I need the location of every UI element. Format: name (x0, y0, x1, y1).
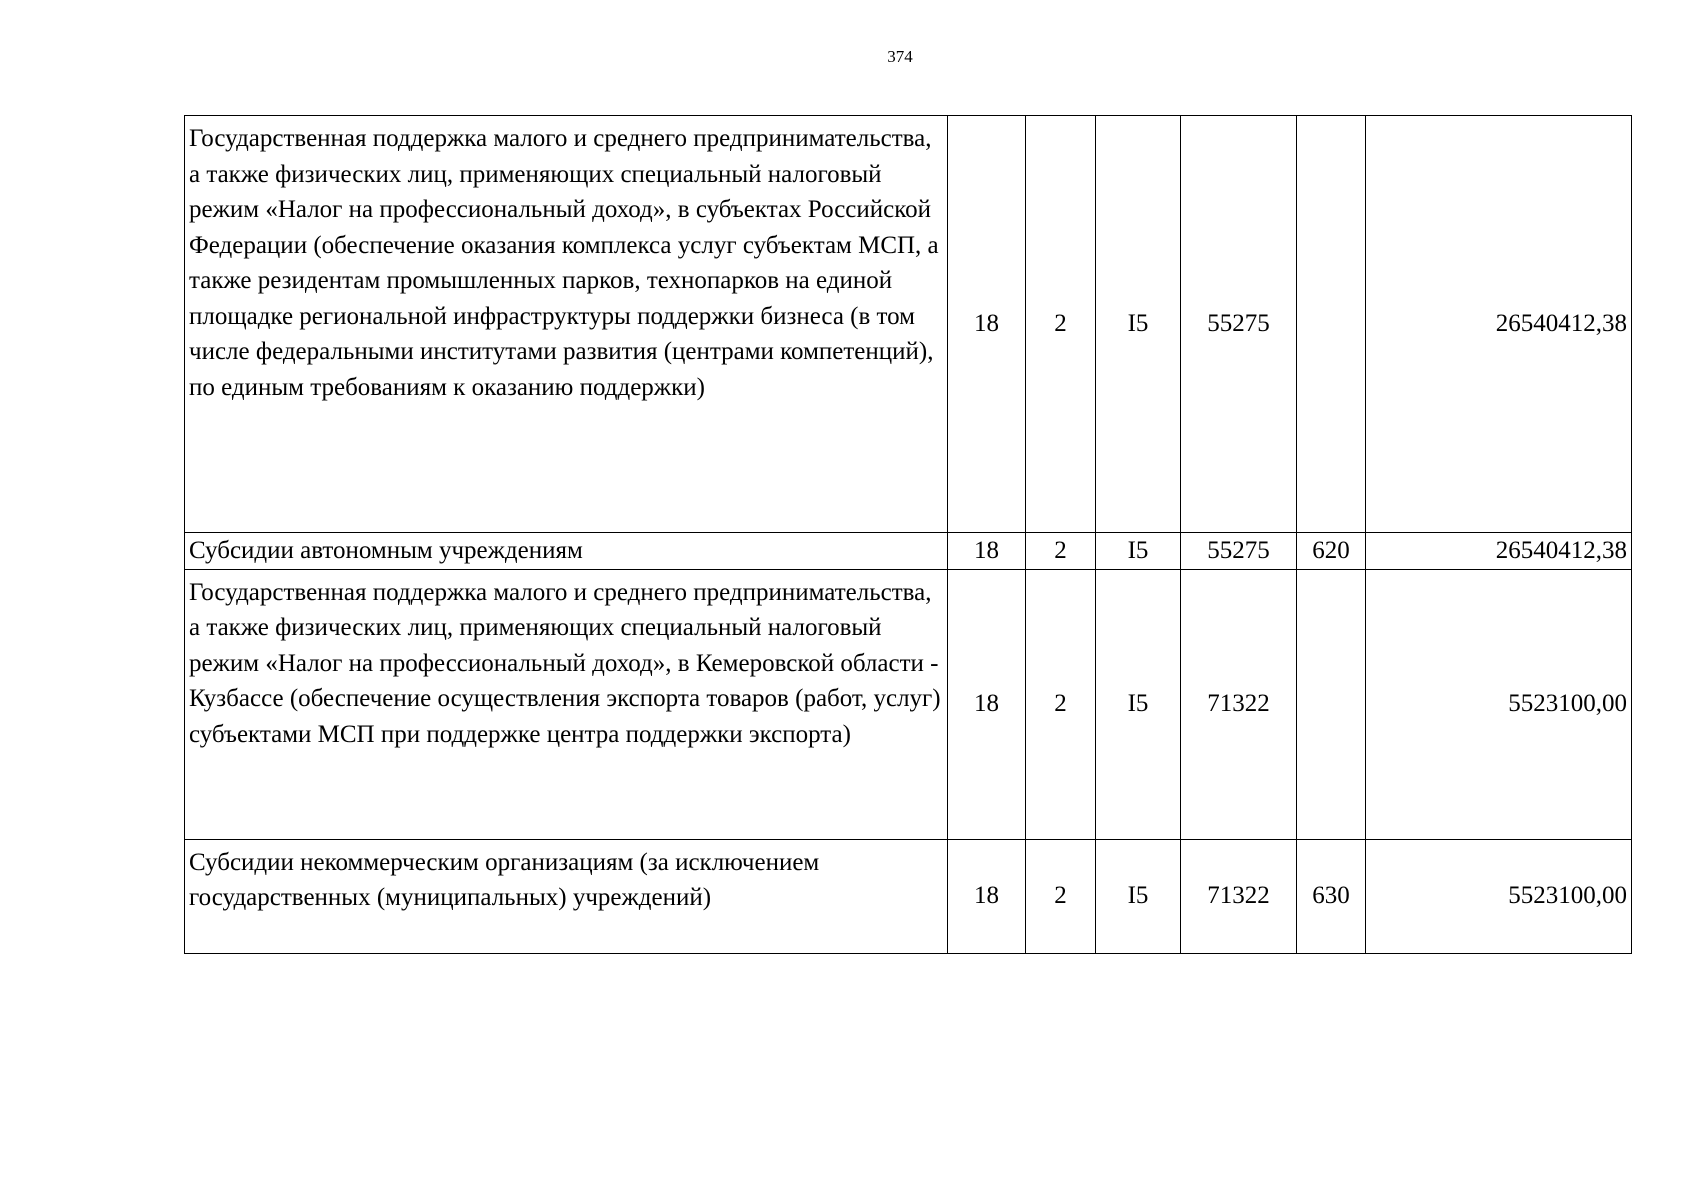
table-row (185, 533, 1632, 570)
direction-code: 55275 (1181, 116, 1297, 533)
page-number: 374 (887, 47, 913, 66)
direction-code: 55275 (1181, 533, 1297, 570)
program-code: 18 (948, 533, 1026, 570)
row-name: Субсидии автономным учреждениям (185, 533, 948, 570)
amount: 5523100,00 (1366, 569, 1632, 839)
budget-table (184, 115, 1632, 954)
direction-code: 71322 (1181, 839, 1297, 953)
amount: 26540412,38 (1366, 116, 1632, 533)
table-row (185, 839, 1632, 953)
project-code: I5 (1096, 839, 1181, 953)
project-code: I5 (1096, 569, 1181, 839)
program-code: 18 (948, 839, 1026, 953)
expense-type-code: 630 (1297, 839, 1366, 953)
subprogram-code: 2 (1026, 569, 1096, 839)
program-code: 18 (948, 569, 1026, 839)
table-row (185, 116, 1632, 533)
project-code: I5 (1096, 533, 1181, 570)
project-code: I5 (1096, 116, 1181, 533)
amount: 26540412,38 (1366, 533, 1632, 570)
amount: 5523100,00 (1366, 839, 1632, 953)
subprogram-code: 2 (1026, 839, 1096, 953)
subprogram-code: 2 (1026, 533, 1096, 570)
row-name: Субсидии некоммерческим организациям (за исключением государственных (муниципальных) учреждений) (185, 839, 948, 953)
program-code: 18 (948, 116, 1026, 533)
expense-type-code (1297, 569, 1366, 839)
expense-type-code (1297, 116, 1366, 533)
row-name: Государственная поддержка малого и среднего предпринимательства, а также физических лиц, применяющих специальный налоговый режим «Налог на профессиональный доход», в Кемеровской области - Кузбассе (обеспечение осуществления экспорта товаров (работ, услуг) субъектами МСП при поддержке центра поддержки экспорта) (185, 569, 948, 839)
expense-type-code: 620 (1297, 533, 1366, 570)
table-row (185, 569, 1632, 839)
direction-code: 71322 (1181, 569, 1297, 839)
row-name: Государственная поддержка малого и среднего предпринимательства, а также физических лиц, применяющих специальный налоговый режим «Налог на профессиональный доход», в субъектах Российской Федерации (обеспечение оказания комплекса услуг субъектам МСП, а также резидентам промышленных парков, технопарков на единой площадке региональной инфраструктуры поддержки бизнеса (в том числе федеральными институтами развития (центрами компетенций), по единым требованиям к оказанию поддержки) (185, 116, 948, 533)
subprogram-code: 2 (1026, 116, 1096, 533)
